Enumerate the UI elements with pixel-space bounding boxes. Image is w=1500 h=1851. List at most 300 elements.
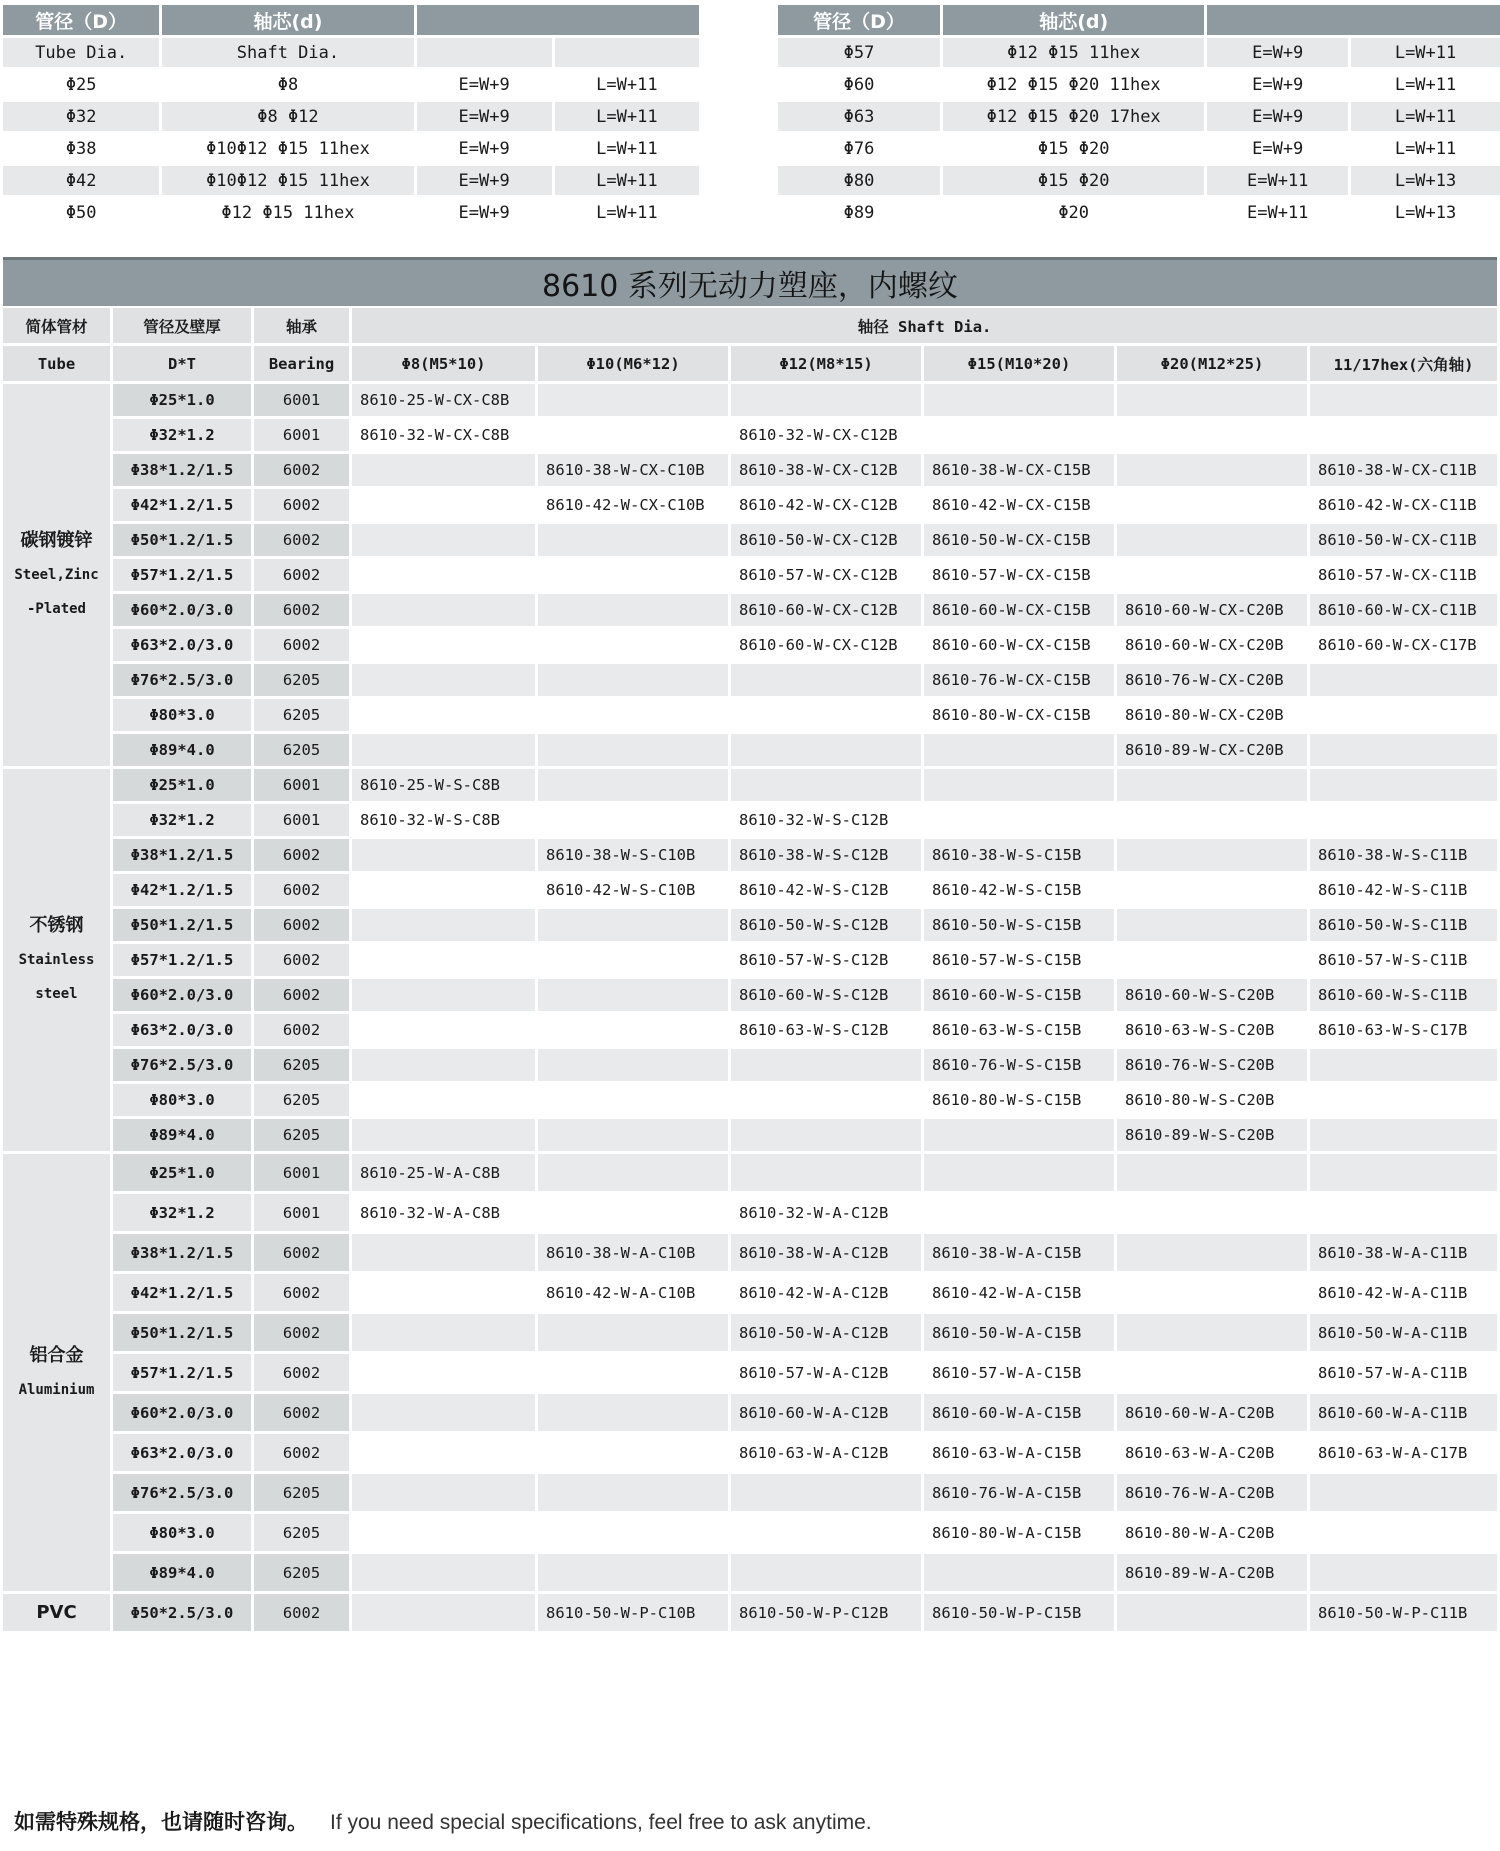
spec-row — [3, 102, 699, 131]
part-number-cell: 8610-50-W-P-C15B — [924, 1594, 1114, 1631]
spec-l-cell: L=W+11 — [555, 166, 699, 195]
material-cell — [3, 384, 110, 766]
part-number-cell: 8610-60-W-CX-C12B — [731, 594, 921, 626]
product-row — [3, 1554, 1497, 1591]
part-number-cell — [924, 734, 1114, 766]
spec-shaft-cell: Φ12 Φ15 11hex — [943, 38, 1204, 67]
bearing-cell: 6205 — [254, 1474, 349, 1511]
dt-cell: Φ63*2.0/3.0 — [113, 1014, 251, 1046]
part-number-cell — [731, 1119, 921, 1151]
spec-tube-cell: Φ25 — [3, 70, 159, 99]
part-number-cell: 8610-76-W-S-C20B — [1117, 1049, 1307, 1081]
product-row — [3, 419, 1497, 451]
shaft-col-header: Φ12(M8*15) — [731, 346, 921, 381]
part-number-cell — [352, 1049, 535, 1081]
part-number-cell — [352, 979, 535, 1011]
part-number-cell — [538, 419, 728, 451]
product-row — [3, 1594, 1497, 1631]
shaft-dia-header: 轴芯(d) — [162, 5, 413, 35]
part-number-cell — [1310, 804, 1497, 836]
part-number-cell: 8610-38-W-S-C12B — [731, 839, 921, 871]
header-blank — [417, 5, 699, 35]
part-number-cell: 8610-38-W-S-C10B — [538, 839, 728, 871]
dt-cell: Φ89*4.0 — [113, 734, 251, 766]
spec-row — [778, 134, 1500, 163]
part-number-cell — [352, 1354, 535, 1391]
part-number-cell: 8610-60-W-S-C11B — [1310, 979, 1497, 1011]
part-number-cell: 8610-50-W-CX-C15B — [924, 524, 1114, 556]
product-row — [3, 1119, 1497, 1151]
part-number-cell — [1310, 419, 1497, 451]
part-number-cell — [1310, 1474, 1497, 1511]
part-number-cell — [538, 664, 728, 696]
part-number-cell — [538, 1154, 728, 1191]
spec-tube-cell: Φ60 — [778, 70, 940, 99]
part-number-cell: 8610-50-W-A-C11B — [1310, 1314, 1497, 1351]
spec-e-cell: E=W+9 — [417, 70, 552, 99]
tube-header: Tube — [3, 346, 110, 381]
part-number-cell: 8610-80-W-CX-C15B — [924, 699, 1114, 731]
product-row — [3, 839, 1497, 871]
part-number-cell — [1117, 909, 1307, 941]
part-number-cell: 8610-60-W-S-C20B — [1117, 979, 1307, 1011]
product-row — [3, 769, 1497, 801]
part-number-cell: 8610-80-W-S-C20B — [1117, 1084, 1307, 1116]
material-name-zh: 不锈钢 — [29, 915, 84, 936]
part-number-cell — [538, 699, 728, 731]
part-number-cell — [924, 384, 1114, 416]
dt-cell: Φ25*1.0 — [113, 384, 251, 416]
series-title: 8610 系列无动力塑座，内螺纹 — [3, 257, 1497, 306]
product-row — [3, 664, 1497, 696]
part-number-cell — [538, 1194, 728, 1231]
part-number-cell: 8610-50-W-P-C10B — [538, 1594, 728, 1631]
part-number-cell: 8610-50-W-S-C11B — [1310, 909, 1497, 941]
part-number-cell: 8610-25-W-S-C8B — [352, 769, 535, 801]
bearing-cell: 6002 — [254, 629, 349, 661]
shaft-col-header: 11/17hex(六角轴) — [1310, 346, 1497, 381]
part-number-cell — [1117, 874, 1307, 906]
dt-cell: Φ80*3.0 — [113, 1084, 251, 1116]
tube-dia-subheader: Tube Dia. — [3, 38, 159, 67]
spec-e-cell: E=W+11 — [1207, 166, 1348, 195]
part-number-cell — [538, 629, 728, 661]
subheader-blank — [417, 38, 552, 67]
part-number-cell: 8610-60-W-S-C12B — [731, 979, 921, 1011]
part-number-cell: 8610-60-W-A-C12B — [731, 1394, 921, 1431]
bearing-cell: 6001 — [254, 384, 349, 416]
material-cell — [3, 769, 110, 1151]
part-number-cell — [538, 1084, 728, 1116]
part-number-cell: 8610-38-W-S-C15B — [924, 839, 1114, 871]
shaft-dia-subheader: Shaft Dia. — [162, 38, 413, 67]
part-number-cell: 8610-57-W-CX-C11B — [1310, 559, 1497, 591]
spec-row — [3, 198, 699, 227]
spec-row — [3, 70, 699, 99]
dt-cell: Φ60*2.0/3.0 — [113, 979, 251, 1011]
bearing-cell: 6002 — [254, 909, 349, 941]
part-number-cell: 8610-42-W-A-C11B — [1310, 1274, 1497, 1311]
part-number-cell — [731, 1514, 921, 1551]
spec-shaft-cell: Φ12 Φ15 Φ20 11hex — [943, 70, 1204, 99]
product-row — [3, 874, 1497, 906]
product-row — [3, 524, 1497, 556]
spec-row — [778, 70, 1500, 99]
spec-l-cell: L=W+11 — [1351, 134, 1500, 163]
part-number-cell: 8610-38-W-S-C11B — [1310, 839, 1497, 871]
bearing-cell: 6002 — [254, 1594, 349, 1631]
shaft-col-header: Φ10(M6*12) — [538, 346, 728, 381]
part-number-cell — [352, 594, 535, 626]
part-number-cell: 8610-57-W-CX-C15B — [924, 559, 1114, 591]
product-row — [3, 804, 1497, 836]
part-number-cell — [352, 1474, 535, 1511]
part-number-cell: 8610-60-W-CX-C17B — [1310, 629, 1497, 661]
part-number-cell — [352, 699, 535, 731]
bearing-cell: 6205 — [254, 1119, 349, 1151]
part-number-cell: 8610-63-W-A-C12B — [731, 1434, 921, 1471]
footer-note-en: If you need special specifications, feel free to ask anytime. — [330, 1811, 872, 1834]
part-number-cell — [538, 1474, 728, 1511]
part-number-cell: 8610-76-W-CX-C20B — [1117, 664, 1307, 696]
subheader-blank — [555, 38, 699, 67]
part-number-cell: 8610-50-W-A-C12B — [731, 1314, 921, 1351]
part-number-cell — [731, 1474, 921, 1511]
part-number-cell: 8610-38-W-A-C15B — [924, 1234, 1114, 1271]
part-number-cell: 8610-76-W-S-C15B — [924, 1049, 1114, 1081]
part-number-cell: 8610-32-W-S-C8B — [352, 804, 535, 836]
spec-e-cell: E=W+9 — [1207, 134, 1348, 163]
part-number-cell — [924, 1554, 1114, 1591]
part-number-cell: 8610-38-W-CX-C12B — [731, 454, 921, 486]
shaft-dia-header: 轴径 Shaft Dia. — [352, 308, 1497, 343]
part-number-cell — [352, 1084, 535, 1116]
part-number-cell — [538, 769, 728, 801]
part-number-cell: 8610-42-W-S-C11B — [1310, 874, 1497, 906]
spec-l-cell: L=W+11 — [1351, 70, 1500, 99]
product-row — [3, 1354, 1497, 1391]
part-number-cell — [1310, 1194, 1497, 1231]
bearing-cell: 6205 — [254, 664, 349, 696]
spec-shaft-cell: Φ15 Φ20 — [943, 134, 1204, 163]
part-number-cell — [924, 1194, 1114, 1231]
part-number-cell: 8610-25-W-CX-C8B — [352, 384, 535, 416]
spec-tube-cell: Φ32 — [3, 102, 159, 131]
product-row — [3, 629, 1497, 661]
part-number-cell: 8610-76-W-A-C20B — [1117, 1474, 1307, 1511]
spec-tube-cell: Φ38 — [3, 134, 159, 163]
bearing-cell: 6002 — [254, 1354, 349, 1391]
bearing-cell: 6002 — [254, 874, 349, 906]
part-number-cell: 8610-57-W-S-C11B — [1310, 944, 1497, 976]
dt-cell: Φ50*1.2/1.5 — [113, 909, 251, 941]
part-number-cell: 8610-89-W-S-C20B — [1117, 1119, 1307, 1151]
bearing-cell: 6205 — [254, 1084, 349, 1116]
part-number-cell: 8610-38-W-CX-C11B — [1310, 454, 1497, 486]
spec-shaft-cell: Φ15 Φ20 — [943, 166, 1204, 195]
part-number-cell — [352, 489, 535, 521]
spec-l-cell: L=W+11 — [1351, 38, 1500, 67]
dt-cell: Φ76*2.5/3.0 — [113, 664, 251, 696]
spec-shaft-cell: Φ12 Φ15 Φ20 17hex — [943, 102, 1204, 131]
part-number-cell: 8610-89-W-A-C20B — [1117, 1554, 1307, 1591]
dt-cell: Φ80*3.0 — [113, 699, 251, 731]
material-cell — [3, 1154, 110, 1591]
part-number-cell: 8610-32-W-CX-C12B — [731, 419, 921, 451]
part-number-cell — [1117, 1154, 1307, 1191]
part-number-cell — [924, 1154, 1114, 1191]
product-row — [3, 944, 1497, 976]
part-number-cell: 8610-42-W-A-C10B — [538, 1274, 728, 1311]
spec-tube-cell: Φ89 — [778, 198, 940, 227]
spec-shaft-cell: Φ8 Φ12 — [162, 102, 413, 131]
part-number-cell — [1117, 419, 1307, 451]
spec-row — [778, 166, 1500, 195]
spec-shaft-cell: Φ20 — [943, 198, 1204, 227]
part-number-cell — [538, 734, 728, 766]
dt-cell: Φ60*2.0/3.0 — [113, 594, 251, 626]
part-number-cell: 8610-42-W-S-C15B — [924, 874, 1114, 906]
part-number-cell: 8610-32-W-S-C12B — [731, 804, 921, 836]
part-number-cell — [731, 769, 921, 801]
material-name-en-2: -Plated — [26, 601, 86, 617]
part-number-cell — [1310, 1154, 1497, 1191]
bearing-cell: 6002 — [254, 944, 349, 976]
part-number-cell: 8610-60-W-A-C20B — [1117, 1394, 1307, 1431]
part-number-cell: 8610-76-W-CX-C15B — [924, 664, 1114, 696]
part-number-cell — [731, 1049, 921, 1081]
part-number-cell — [1117, 559, 1307, 591]
bearing-cell: 6205 — [254, 1514, 349, 1551]
part-number-cell — [538, 1314, 728, 1351]
part-number-cell — [352, 1394, 535, 1431]
spec-e-cell: E=W+9 — [417, 166, 552, 195]
part-number-cell: 8610-80-W-S-C15B — [924, 1084, 1114, 1116]
bearing-cell: 6001 — [254, 769, 349, 801]
part-number-cell — [538, 1394, 728, 1431]
part-number-cell — [1117, 944, 1307, 976]
part-number-cell — [538, 594, 728, 626]
part-number-cell: 8610-60-W-CX-C12B — [731, 629, 921, 661]
spec-l-cell: L=W+13 — [1351, 166, 1500, 195]
dt-cell: Φ63*2.0/3.0 — [113, 1434, 251, 1471]
part-number-cell — [538, 1119, 728, 1151]
part-number-cell — [538, 384, 728, 416]
spec-e-cell: E=W+9 — [417, 102, 552, 131]
spec-l-cell: L=W+11 — [1351, 102, 1500, 131]
part-number-cell: 8610-63-W-A-C17B — [1310, 1434, 1497, 1471]
part-number-cell — [352, 734, 535, 766]
part-number-cell — [538, 1434, 728, 1471]
product-row — [3, 1014, 1497, 1046]
dt-cell: Φ89*4.0 — [113, 1554, 251, 1591]
part-number-cell — [352, 664, 535, 696]
part-number-cell — [352, 839, 535, 871]
dt-cell: Φ32*1.2 — [113, 419, 251, 451]
part-number-cell: 8610-57-W-S-C12B — [731, 944, 921, 976]
material-name-zh: PVC — [36, 1601, 77, 1623]
spec-shaft-cell: Φ8 — [162, 70, 413, 99]
material-name-en: Stainless — [18, 952, 95, 968]
shaft-dia-header: 轴芯(d) — [943, 5, 1204, 35]
part-number-cell: 8610-63-W-S-C12B — [731, 1014, 921, 1046]
dt-cell: Φ80*3.0 — [113, 1514, 251, 1551]
part-number-cell: 8610-32-W-A-C12B — [731, 1194, 921, 1231]
product-row — [3, 1314, 1497, 1351]
dt-cell: Φ42*1.2/1.5 — [113, 1274, 251, 1311]
part-number-cell: 8610-57-W-CX-C12B — [731, 559, 921, 591]
material-name-en: Steel,Zinc — [14, 567, 99, 583]
spec-e-cell: E=W+9 — [417, 198, 552, 227]
spec-l-cell: L=W+13 — [1351, 198, 1500, 227]
part-number-cell — [1117, 1274, 1307, 1311]
spec-row — [778, 102, 1500, 131]
spec-e-cell: E=W+9 — [1207, 38, 1348, 67]
part-number-cell: 8610-42-W-CX-C15B — [924, 489, 1114, 521]
spec-tube-cell: Φ57 — [778, 38, 940, 67]
part-number-cell: 8610-50-W-A-C15B — [924, 1314, 1114, 1351]
part-number-cell — [352, 1274, 535, 1311]
bearing-cell: 6002 — [254, 1234, 349, 1271]
part-number-cell: 8610-57-W-A-C11B — [1310, 1354, 1497, 1391]
part-number-cell — [731, 734, 921, 766]
part-number-cell: 8610-76-W-A-C15B — [924, 1474, 1114, 1511]
dt-cell: Φ42*1.2/1.5 — [113, 874, 251, 906]
product-rows — [3, 384, 1497, 1631]
part-number-cell: 8610-57-W-S-C15B — [924, 944, 1114, 976]
part-number-cell — [1310, 769, 1497, 801]
part-number-cell: 8610-50-W-S-C12B — [731, 909, 921, 941]
dt-cell: Φ76*2.5/3.0 — [113, 1049, 251, 1081]
part-number-cell — [731, 1084, 921, 1116]
part-number-cell — [352, 1434, 535, 1471]
part-number-cell: 8610-38-W-A-C12B — [731, 1234, 921, 1271]
part-number-cell — [352, 629, 535, 661]
part-number-cell — [1117, 769, 1307, 801]
part-number-cell — [352, 909, 535, 941]
spec-tube-cell: Φ50 — [3, 198, 159, 227]
part-number-cell — [352, 874, 535, 906]
part-number-cell — [352, 559, 535, 591]
part-number-cell — [352, 1119, 535, 1151]
part-number-cell: 8610-63-W-A-C20B — [1117, 1434, 1307, 1471]
bearing-cell: 6001 — [254, 419, 349, 451]
product-row — [3, 489, 1497, 521]
part-number-cell: 8610-60-W-CX-C20B — [1117, 629, 1307, 661]
product-row — [3, 909, 1497, 941]
dt-cell: Φ38*1.2/1.5 — [113, 454, 251, 486]
part-number-cell: 8610-50-W-CX-C12B — [731, 524, 921, 556]
bearing-header: 轴承 — [254, 308, 349, 343]
spec-tube-cell: Φ80 — [778, 166, 940, 195]
material-name-en: Aluminium — [18, 1381, 95, 1398]
material-name-zh: 碳钢镀锌 — [20, 530, 93, 551]
bearing-cell: 6001 — [254, 1154, 349, 1191]
part-number-cell: 8610-60-W-CX-C11B — [1310, 594, 1497, 626]
bearing-cell: 6002 — [254, 1314, 349, 1351]
part-number-cell — [731, 384, 921, 416]
bearing-cell: 6205 — [254, 1554, 349, 1591]
part-number-cell: 8610-80-W-A-C15B — [924, 1514, 1114, 1551]
footer-note-zh: 如需特殊规格，也请随时咨询。 — [14, 1810, 308, 1834]
product-row — [3, 559, 1497, 591]
part-number-cell — [1117, 1314, 1307, 1351]
tube-dia-header: 管径（D） — [778, 5, 940, 35]
spec-row — [3, 166, 699, 195]
spec-right-rows — [778, 38, 1500, 227]
part-number-cell — [538, 804, 728, 836]
part-number-cell — [1310, 1049, 1497, 1081]
shaft-col-header: Φ20(M12*25) — [1117, 346, 1307, 381]
dt-header: 管径及壁厚 — [113, 308, 251, 343]
part-number-cell — [1310, 1554, 1497, 1591]
product-row — [3, 1049, 1497, 1081]
product-row — [3, 699, 1497, 731]
part-number-cell: 8610-50-W-S-C15B — [924, 909, 1114, 941]
spec-row — [778, 198, 1500, 227]
dt-cell: Φ89*4.0 — [113, 1119, 251, 1151]
part-number-cell — [1310, 1119, 1497, 1151]
footer-note — [14, 1806, 872, 1846]
part-number-cell — [352, 524, 535, 556]
bearing-cell: 6002 — [254, 454, 349, 486]
part-number-cell: 8610-60-W-CX-C20B — [1117, 594, 1307, 626]
part-number-cell — [352, 1514, 535, 1551]
part-number-cell: 8610-60-W-CX-C15B — [924, 629, 1114, 661]
bearing-cell: 6205 — [254, 1049, 349, 1081]
bearing-cell: 6002 — [254, 1434, 349, 1471]
bearing-sub-header: Bearing — [254, 346, 349, 381]
header-blank — [1207, 5, 1500, 35]
bearing-cell: 6205 — [254, 734, 349, 766]
part-number-cell: 8610-50-W-P-C11B — [1310, 1594, 1497, 1631]
spec-l-cell: L=W+11 — [555, 70, 699, 99]
part-number-cell: 8610-42-W-A-C15B — [924, 1274, 1114, 1311]
part-number-cell: 8610-63-W-S-C17B — [1310, 1014, 1497, 1046]
product-row — [3, 1394, 1497, 1431]
part-number-cell: 8610-60-W-A-C15B — [924, 1394, 1114, 1431]
bearing-cell: 6002 — [254, 594, 349, 626]
bearing-cell: 6002 — [254, 979, 349, 1011]
spec-left-rows — [3, 70, 699, 227]
part-number-cell — [924, 419, 1114, 451]
part-number-cell — [731, 699, 921, 731]
bearing-cell: 6002 — [254, 839, 349, 871]
dt-cell: Φ32*1.2 — [113, 1194, 251, 1231]
spec-e-cell: E=W+9 — [417, 134, 552, 163]
product-row — [3, 1434, 1497, 1471]
part-number-cell — [352, 1234, 535, 1271]
part-number-cell — [1117, 1594, 1307, 1631]
dt-cell: Φ60*2.0/3.0 — [113, 1394, 251, 1431]
part-number-cell — [538, 944, 728, 976]
spec-tube-cell: Φ42 — [3, 166, 159, 195]
tube-dia-header: 管径（D） — [3, 5, 159, 35]
bearing-cell: 6002 — [254, 524, 349, 556]
bearing-cell: 6002 — [254, 559, 349, 591]
dt-sub-header: D*T — [113, 346, 251, 381]
part-number-cell — [538, 979, 728, 1011]
part-number-cell — [1117, 839, 1307, 871]
part-number-cell — [352, 1314, 535, 1351]
product-row — [3, 979, 1497, 1011]
dt-cell: Φ38*1.2/1.5 — [113, 839, 251, 871]
part-number-cell — [1310, 699, 1497, 731]
product-row — [3, 454, 1497, 486]
part-number-cell: 8610-50-W-CX-C11B — [1310, 524, 1497, 556]
dt-cell: Φ50*1.2/1.5 — [113, 524, 251, 556]
part-number-cell: 8610-42-W-S-C10B — [538, 874, 728, 906]
